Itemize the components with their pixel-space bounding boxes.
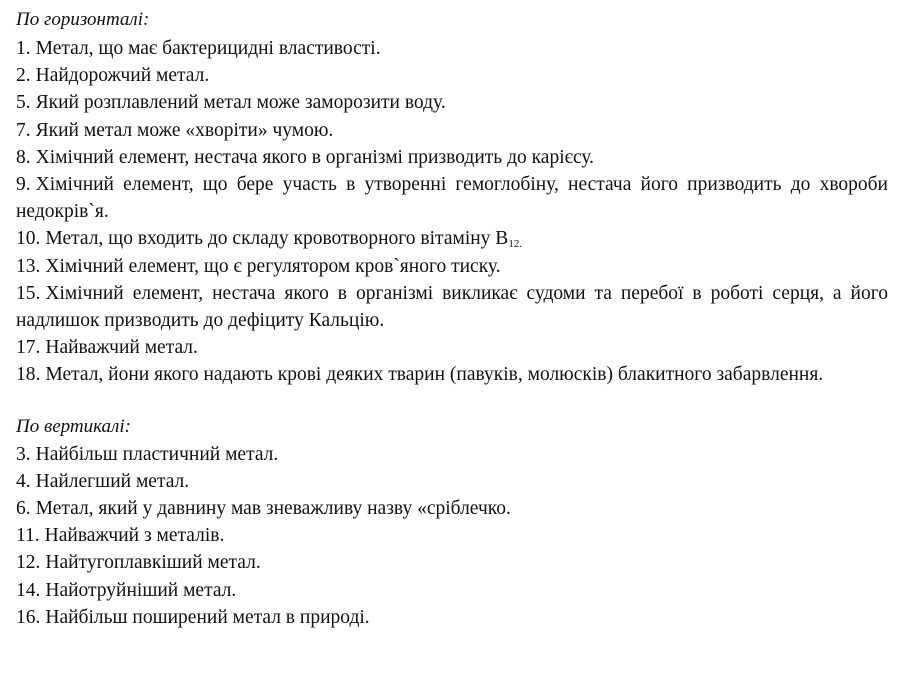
down-section (16, 415, 888, 631)
clue-number: 8. (16, 146, 31, 168)
clue-number: 12. (16, 552, 41, 574)
clue-number: 5. (16, 92, 31, 114)
clue-number: 18. (16, 364, 41, 386)
down-title: По вертикалі: (16, 415, 131, 437)
clue-across-17 (16, 334, 888, 361)
clue-across-5 (16, 89, 888, 116)
clue-number: 15. (16, 282, 41, 304)
clue-text: Який розплавлений метал може заморозити воду. (35, 92, 446, 114)
across-section (16, 8, 888, 389)
clue-text: Найтугоплавкіший метал. (45, 552, 261, 574)
clue-text: Найбільш пластичний метал. (35, 443, 279, 465)
clue-across-18 (16, 361, 888, 388)
clue-text: Метал, йони якого надають крові деяких тварин (павуків, молюсків) блакитного забарвлення. (45, 364, 824, 386)
clue-across-15 (16, 280, 888, 334)
clue-text: Хімічний елемент, нестача якого в організмі викликає судоми та перебої в роботі серця, а його надлишок призводить до дефіциту Кальцію. (16, 282, 888, 332)
clue-down-14 (16, 577, 888, 604)
section-spacer (16, 389, 888, 415)
clue-number: 13. (16, 255, 41, 277)
clue-across-9 (16, 171, 888, 225)
clue-down-11 (16, 522, 888, 549)
clue-text: Найважчий з металів. (44, 525, 225, 547)
clue-number: 4. (16, 470, 31, 492)
clue-number: 16. (16, 606, 41, 628)
clue-number: 11. (16, 525, 40, 547)
clue-across-13 (16, 253, 888, 280)
clue-text: Який метал може «хворіти» чумою. (35, 119, 334, 141)
clue-across-10 (16, 225, 888, 252)
clue-number: 14. (16, 579, 41, 601)
clue-text: Метал, що входить до складу кровотворного вітаміну В (45, 228, 509, 250)
clue-across-7 (16, 117, 888, 144)
clue-number: 2. (16, 65, 31, 87)
clue-text: Найдорожчий метал. (35, 65, 210, 87)
clue-number: 6. (16, 498, 31, 520)
clue-number: 9. (16, 174, 31, 196)
clue-text: Найотруйніший метал. (45, 579, 237, 601)
across-title: По горизонталі: (16, 9, 150, 30)
clue-number: 10. (16, 228, 41, 250)
clue-text: Найбільш поширений метал в природі. (45, 606, 370, 628)
clue-across-1 (16, 35, 888, 62)
clue-down-12 (16, 549, 888, 576)
crossword-clues-document (16, 8, 888, 631)
clue-text: Метал, який у давнину мав зневажливу назву «сріблечко. (35, 498, 511, 520)
clue-text: Хімічний елемент, нестача якого в організмі призводить до карієсу. (35, 146, 595, 168)
clue-text: Найважчий метал. (45, 337, 198, 359)
clue-down-3 (16, 441, 888, 468)
clue-number: 3. (16, 443, 31, 465)
clue-down-16 (16, 604, 888, 631)
clue-text: Хімічний елемент, що бере участь в утворенні гемоглобіну, нестача його призводить до хвороби недокрів`я. (16, 174, 888, 223)
clue-across-8 (16, 144, 888, 171)
clue-text: Метал, що має бактерицидні властивості. (35, 38, 381, 59)
clue-down-6 (16, 495, 888, 522)
clue-text: Хімічний елемент, що є регулятором кров`яного тиску. (45, 255, 501, 277)
clue-across-2 (16, 62, 888, 89)
clue-down-4 (16, 468, 888, 495)
clue-number: 1. (16, 38, 31, 59)
vitamin-subscript: 12. (508, 238, 523, 251)
clue-text: Найлегший метал. (35, 470, 190, 492)
clue-number: 17. (16, 337, 41, 359)
clue-number: 7. (16, 119, 31, 141)
